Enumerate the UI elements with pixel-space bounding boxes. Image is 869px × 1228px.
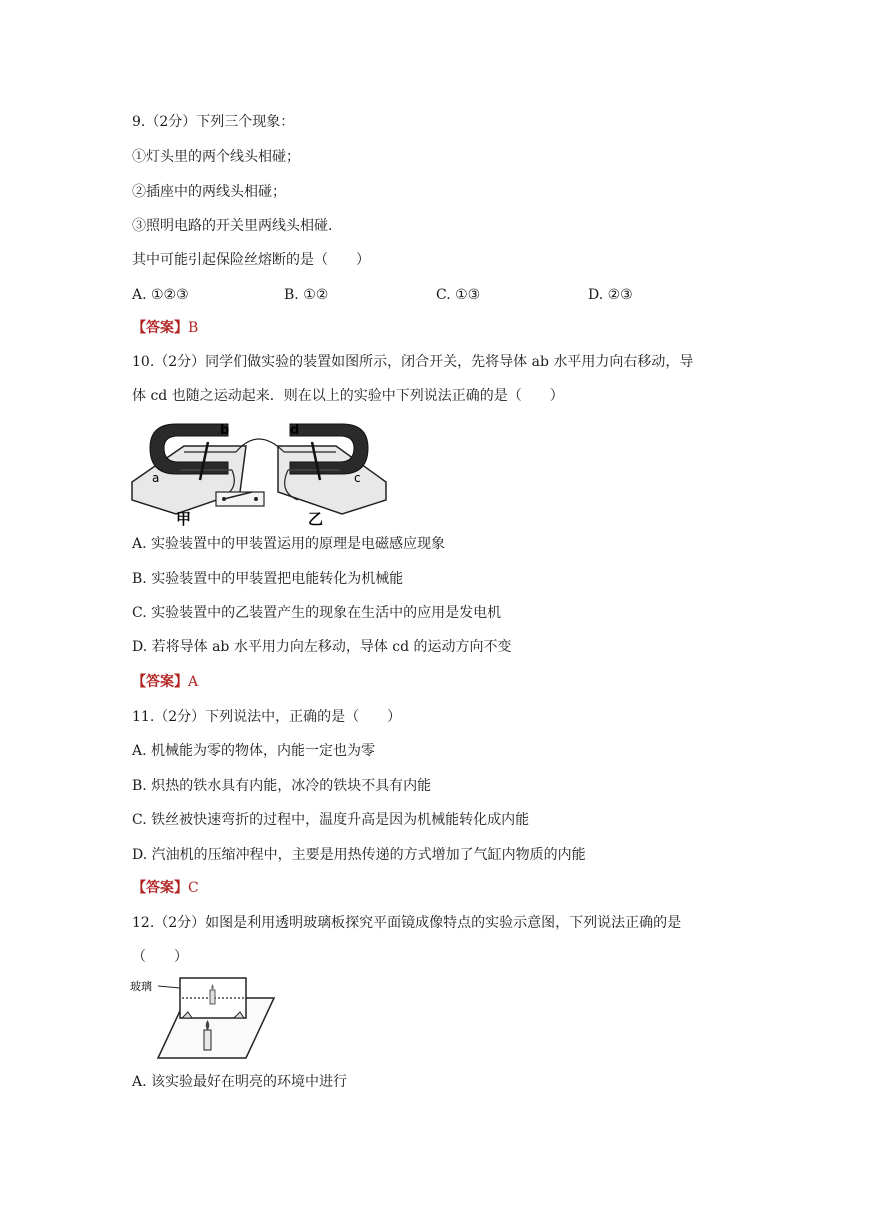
q10-answer xyxy=(132,673,198,691)
q9-item-3: ③照明电路的开关里两线头相碰. xyxy=(132,218,333,234)
answer-label: 【答案】 xyxy=(132,674,188,690)
label-c: c xyxy=(354,471,361,485)
answer-label: 【答案】 xyxy=(132,320,188,336)
q12-stem-line-1: 12.（2分）如图是利用透明玻璃板探究平面镜成像特点的实验示意图，下列说法正确的是 xyxy=(132,915,682,931)
caption-jia: 甲 xyxy=(176,510,192,528)
q10-stem-line-1: 10.（2分）同学们做实验的装置如图所示，闭合开关，先将导体 ab 水平用力向右移动，导 xyxy=(132,354,694,370)
q11-stem: 11.（2分）下列说法中，正确的是（ ） xyxy=(132,709,402,725)
answer-value: B xyxy=(188,320,199,336)
q9-option-c: C. ①③ xyxy=(436,287,481,303)
q11-option-c: C. 铁丝被快速弯折的过程中，温度升高是因为机械能转化成内能 xyxy=(132,812,530,828)
label-glass: 玻璃 xyxy=(130,980,152,993)
label-a: a xyxy=(152,471,160,485)
q11-option-b: B. 炽热的铁水具有内能，冰冷的铁块不具有内能 xyxy=(132,778,432,794)
label-d: d xyxy=(290,423,300,438)
q9-answer xyxy=(132,319,198,337)
q9-option-b: B. ①② xyxy=(284,287,329,303)
label-b: b xyxy=(220,423,230,438)
q10-option-a: A. 实验装置中的甲装置运用的原理是电磁感应现象 xyxy=(132,536,446,552)
q12-stem-line-2: （ ） xyxy=(132,949,188,965)
q11-answer xyxy=(132,879,199,897)
q9-item-2: ②插座中的两线头相碰； xyxy=(132,184,286,200)
q9-item-1: ①灯头里的两个线头相碰； xyxy=(132,149,300,165)
q9-option-d: D. ②③ xyxy=(588,287,633,303)
q10-stem-line-2: 体 cd 也随之运动起来．则在以上的实验中下列说法正确的是（ ） xyxy=(132,388,564,404)
q10-option-b: B. 实验装置中的甲装置把电能转化为机械能 xyxy=(132,571,404,587)
q10-figure-magnet-apparatus xyxy=(128,412,393,530)
q9-option-a: A. ①②③ xyxy=(132,287,189,303)
q12-figure-glass-plate-setup xyxy=(128,970,278,1065)
q12-option-a: A. 该实验最好在明亮的环境中进行 xyxy=(132,1074,348,1090)
q10-option-d: D. 若将导体 ab 水平用力向左移动，导体 cd 的运动方向不变 xyxy=(132,639,512,655)
answer-value: A xyxy=(188,674,199,690)
q11-option-a: A. 机械能为零的物体，内能一定也为零 xyxy=(132,743,376,759)
q11-option-d: D. 汽油机的压缩冲程中，主要是用热传递的方式增加了气缸内物质的内能 xyxy=(132,847,586,863)
answer-value: C xyxy=(188,880,199,896)
caption-yi: 乙 xyxy=(308,510,324,528)
q9-stem: 9.（2分）下列三个现象： xyxy=(132,114,295,130)
q10-option-c: C. 实验装置中的乙装置产生的现象在生活中的应用是发电机 xyxy=(132,605,502,621)
q9-question: 其中可能引起保险丝熔断的是（ ） xyxy=(132,252,370,268)
answer-label: 【答案】 xyxy=(132,880,188,896)
